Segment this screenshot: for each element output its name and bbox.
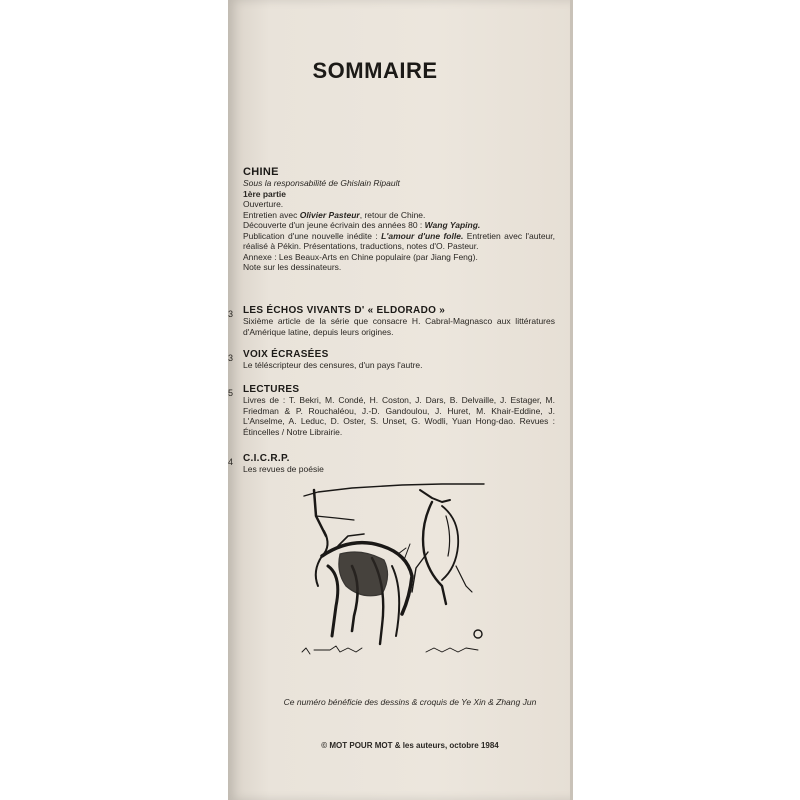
section-chine-heading: CHINE [243,166,279,178]
text-run: Découverte d'un jeune écrivain des années 80 : [243,220,425,230]
text-run: , retour de Chine. [359,209,426,220]
section-chine-line: Ouverture. [243,199,284,209]
page-title: SOMMAIRE [312,58,438,83]
illustration-credit: Ce numéro bénéficie des dessins & croquis de Ye Xin & Zhang Jun [283,697,537,707]
text-run: Entretien avec l'auteur, réalisé à Pékin. Présentations, traductions, notes d'O. Pasteur. [243,230,555,251]
section-cicrp [243,453,555,475]
section-chine-line [243,210,555,221]
section-chine-line [243,231,555,252]
section-chine-line: Annexe : Les Beaux-Arts en Chine populaire (par Jiang Feng). [243,251,478,262]
page-edge [570,0,573,800]
section-cicrp-text: Les revues de poésie [243,464,324,474]
copyright-notice: © MOT POUR MOT & les auteurs, octobre 1984 [321,741,499,750]
section-chine-responsibility: Sous la responsabilité de Ghislain Ripault [243,178,400,188]
section-chine-line [243,220,555,231]
person-name: Wang Yaping. [424,220,481,230]
person-name: Olivier Pasteur [299,209,360,220]
section-lectures [243,384,555,437]
text-run: Publication d'une nouvelle inédite : [243,230,382,241]
section-cicrp-heading: C.I.C.R.P. [243,453,290,464]
page-number: 3 [228,353,234,363]
section-chine-line: Note sur les dessinateurs. [243,262,342,272]
section-voix-text: Le téléscripteur des censures, d'un pays l'autre. [243,360,423,370]
text-run: Entretien avec [243,209,300,220]
section-echos-text: Sixième article de la série que consacre H. Cabral-Magnasco aux littératures d'Amérique latine, depuis leurs origines. [243,316,555,337]
section-lectures-text: Livres de : T. Bekri, M. Condé, H. Coston, J. Dars, B. Delvaille, J. Estager, M. Friedman & P. Rouchaléou, J.-D. Gandoulou, J. Huret, M. Khair-Eddine, J. L'Anselme, A. Leduc, D. Oster, S. Unset, G. Wodli, Yuan Hong-dao. Revues : Étincelles / Notre Librairie. [243,395,555,437]
section-chine-part: 1ère partie [243,188,286,199]
page-number: 5 [228,388,234,398]
section-voix [243,349,555,371]
section-echos-heading: LES ÉCHOS VIVANTS D' « ELDORADO » [243,305,446,316]
ink-sketch-illustration [292,476,492,671]
section-echos [243,305,555,337]
section-lectures-heading: LECTURES [243,384,300,395]
page-number: 3 [228,309,234,319]
section-voix-heading: VOIX ÉCRASÉES [243,349,329,360]
story-title: L'amour d'une folle. [381,230,464,241]
section-chine [243,166,555,273]
page-number: 4 [228,457,234,467]
